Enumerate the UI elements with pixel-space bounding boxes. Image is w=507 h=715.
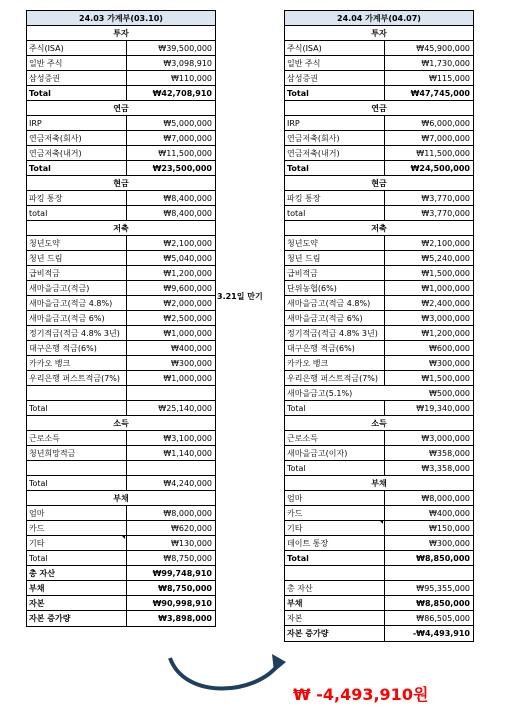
table-row: [285, 371, 473, 386]
row-label: 자본: [27, 596, 127, 610]
table-row: [27, 116, 215, 131]
section-header: [27, 491, 215, 506]
table-row: [27, 371, 215, 386]
row-label: 일반 주식: [27, 56, 127, 70]
section-header-label: 부채: [113, 494, 129, 503]
row-label: 카드: [27, 521, 127, 535]
row-label: 단위농협(6%): [285, 281, 385, 295]
table-row: [27, 311, 215, 326]
row-label: total: [27, 206, 127, 220]
table-row: [285, 206, 473, 221]
row-label: 데이트 통장: [285, 536, 385, 550]
table-row: [27, 536, 215, 551]
row-value: ₩9,600,000: [163, 284, 212, 293]
table-row: [27, 131, 215, 146]
row-value: ₩86,505,000: [416, 614, 470, 623]
table-row: [285, 446, 473, 461]
row-label: Total: [285, 551, 385, 565]
row-value: ₩1,500,000: [421, 374, 470, 383]
row-value: -₩4,493,910: [412, 629, 470, 638]
row-value: ₩2,000,000: [163, 299, 212, 308]
row-label: Total: [285, 401, 385, 415]
table-row: [27, 71, 215, 86]
table-row: [285, 326, 473, 341]
table-row: [27, 566, 215, 581]
section-header: [285, 476, 473, 491]
row-value: ₩3,100,000: [163, 434, 212, 443]
row-label: 새마을금고(이자): [285, 446, 385, 460]
row-label: IRP: [285, 116, 385, 130]
row-label: 부채: [285, 596, 385, 610]
maturity-note: 3.21일 만기: [217, 292, 263, 301]
row-label: 카카오 뱅크: [27, 356, 127, 370]
row-label: 카드: [285, 506, 385, 520]
row-label: 주식(ISA): [27, 41, 127, 55]
table-row: [285, 506, 473, 521]
row-value: ₩358,000: [429, 449, 470, 458]
sheet-rows: [27, 26, 215, 626]
table-row: [285, 521, 473, 536]
total-row: [27, 401, 215, 416]
row-value: ₩1,200,000: [163, 269, 212, 278]
section-header-label: 현금: [113, 179, 129, 188]
table-row: [285, 431, 473, 446]
row-value: ₩8,750,000: [163, 554, 212, 563]
row-value: ₩8,400,000: [163, 194, 212, 203]
row-label: 우리은행 퍼스트적금(7%): [285, 371, 385, 385]
row-value: ₩5,040,000: [163, 254, 212, 263]
total-row: [27, 86, 215, 101]
empty-row: [27, 386, 215, 401]
total-row: [27, 551, 215, 566]
total-row: [285, 461, 473, 476]
row-value: ₩300,000: [429, 539, 470, 548]
row-value: [127, 386, 215, 400]
section-header-label: 투자: [371, 29, 387, 38]
row-value: ₩1,000,000: [163, 374, 212, 383]
row-value: ₩1,730,000: [421, 59, 470, 68]
row-value: ₩4,240,000: [163, 479, 212, 488]
comment-marker-icon: [122, 536, 125, 539]
ledger-sheet-march: [26, 10, 216, 627]
row-value: ₩45,900,000: [416, 44, 470, 53]
row-value: ₩8,000,000: [421, 494, 470, 503]
row-value: ₩8,850,000: [416, 554, 470, 563]
table-row: [285, 281, 473, 296]
section-header: [27, 176, 215, 191]
table-row: [27, 431, 215, 446]
row-value: ₩2,100,000: [163, 239, 212, 248]
row-value: ₩3,358,000: [421, 464, 470, 473]
row-value: ₩5,240,000: [421, 254, 470, 263]
row-value: ₩1,000,000: [163, 329, 212, 338]
capital-change-value: ₩ -4,493,910원: [293, 685, 429, 704]
row-value: ₩2,400,000: [421, 299, 470, 308]
table-row: [27, 356, 215, 371]
table-row: [285, 251, 473, 266]
section-header: [285, 416, 473, 431]
comment-marker-icon: [380, 521, 383, 524]
row-value: ₩3,770,000: [421, 194, 470, 203]
row-value: ₩1,140,000: [163, 449, 212, 458]
row-value: ₩3,898,000: [158, 614, 212, 623]
row-label: IRP: [27, 116, 127, 130]
row-label: 청년희망적금: [27, 446, 127, 460]
row-label: 대구은행 적금(6%): [285, 341, 385, 355]
row-label: 급비적금: [285, 266, 385, 280]
row-label: 총 자산: [285, 581, 385, 595]
row-label: 청년 드림: [27, 251, 127, 265]
total-row: [285, 161, 473, 176]
section-header-label: 연금: [371, 104, 387, 113]
section-header-label: 부채: [371, 479, 387, 488]
section-header-label: 저축: [113, 224, 129, 233]
row-label: 삼성증권: [285, 71, 385, 85]
table-row: [27, 326, 215, 341]
row-value: ₩8,400,000: [163, 209, 212, 218]
row-value: ₩110,000: [171, 74, 212, 83]
sheet-rows: [285, 26, 473, 641]
curved-arrow-icon: [160, 640, 290, 700]
table-row: [27, 56, 215, 71]
sheet-title: [285, 11, 473, 26]
section-header-label: 현금: [371, 179, 387, 188]
section-header: [27, 26, 215, 41]
row-label: Total: [27, 161, 127, 175]
row-label: 자본 증가량: [285, 626, 385, 641]
row-value: ₩11,500,000: [158, 149, 212, 158]
row-value: ₩5,000,000: [163, 119, 212, 128]
table-row: [27, 446, 215, 461]
table-row: [27, 296, 215, 311]
row-label: 새마을금고(적금 6%): [27, 311, 127, 325]
row-value: ₩24,500,000: [410, 164, 470, 173]
row-label: 연금저축(내거): [27, 146, 127, 160]
row-label: 일반 주식: [285, 56, 385, 70]
row-value: ₩25,140,000: [158, 404, 212, 413]
section-header: [27, 101, 215, 116]
section-header-label: 저축: [371, 224, 387, 233]
row-label: 급비적금: [27, 266, 127, 280]
section-header: [285, 101, 473, 116]
row-value: ₩1,000,000: [421, 284, 470, 293]
table-row: [27, 146, 215, 161]
row-value: ₩300,000: [171, 359, 212, 368]
table-row: [27, 281, 215, 296]
section-header-label: 소득: [113, 419, 129, 428]
row-value: ₩115,000: [429, 74, 470, 83]
row-value: ₩600,000: [429, 344, 470, 353]
table-row: [285, 296, 473, 311]
row-value: ₩130,000: [171, 539, 212, 548]
row-label: 파킹 통장: [285, 191, 385, 205]
row-label: 기타: [285, 521, 385, 535]
row-label: 근로소득: [285, 431, 385, 445]
sheet-title-text: 24.03 가계부(03.10): [79, 14, 163, 23]
row-label: 새마을금고(적금 6%): [285, 311, 385, 325]
row-label: Total: [27, 86, 127, 100]
total-row: [285, 86, 473, 101]
row-value: ₩2,500,000: [163, 314, 212, 323]
row-label: 새마을금고(적금): [27, 281, 127, 295]
table-row: [27, 41, 215, 56]
row-label: 정기적금(적금 4.8% 3년): [27, 326, 127, 340]
total-row: [27, 161, 215, 176]
total-row: [27, 476, 215, 491]
row-value: ₩400,000: [429, 509, 470, 518]
table-row: [285, 116, 473, 131]
row-label: Total: [27, 551, 127, 565]
section-header: [285, 221, 473, 236]
row-value: ₩300,000: [429, 359, 470, 368]
row-label: 정기적금(적금 4.8% 3년): [285, 326, 385, 340]
row-value: ₩7,000,000: [163, 134, 212, 143]
table-row: [285, 536, 473, 551]
row-label: 부채: [27, 581, 127, 595]
row-value: ₩11,500,000: [416, 149, 470, 158]
table-row: [285, 266, 473, 281]
row-label: Total: [285, 461, 385, 475]
row-label: 우리은행 퍼스트적금(7%): [27, 371, 127, 385]
row-value: ₩90,998,910: [152, 599, 212, 608]
total-row: [285, 401, 473, 416]
row-label: 연금저축(내거): [285, 146, 385, 160]
row-label: 삼성증권: [27, 71, 127, 85]
table-row: [285, 236, 473, 251]
row-value: ₩3,098,910: [163, 59, 212, 68]
row-value: ₩620,000: [171, 524, 212, 533]
table-row: [285, 626, 473, 641]
row-label: 엄마: [27, 506, 127, 520]
table-row: [285, 356, 473, 371]
row-label: 카카오 뱅크: [285, 356, 385, 370]
sheet-title-text: 24.04 가계부(04.07): [337, 14, 421, 23]
table-row: [285, 341, 473, 356]
row-label: 총 자산: [27, 566, 127, 580]
row-value: ₩23,500,000: [152, 164, 212, 173]
table-row: [27, 611, 215, 626]
table-row: [27, 521, 215, 536]
table-row: [27, 341, 215, 356]
table-row: [27, 581, 215, 596]
section-header: [27, 416, 215, 431]
row-value: ₩3,770,000: [421, 209, 470, 218]
row-label: 기타: [27, 536, 127, 550]
row-label: [27, 386, 127, 400]
table-row: [27, 251, 215, 266]
table-row: [285, 131, 473, 146]
empty-row: [285, 566, 473, 581]
row-value: ₩47,745,000: [410, 89, 470, 98]
table-row: [285, 611, 473, 626]
row-value: ₩400,000: [171, 344, 212, 353]
row-label: 주식(ISA): [285, 41, 385, 55]
row-label: 청년 드림: [285, 251, 385, 265]
row-label: 청년도약: [285, 236, 385, 250]
row-label: 새마을금고(적금 4.8%): [285, 296, 385, 310]
row-value: ₩8,000,000: [163, 509, 212, 518]
table-row: [27, 236, 215, 251]
row-label: Total: [27, 401, 127, 415]
row-value: ₩39,500,000: [158, 44, 212, 53]
row-label: 자본 증가량: [27, 611, 127, 626]
row-label: 자본: [285, 611, 385, 625]
table-row: [285, 41, 473, 56]
row-label: 연금저축(회사): [285, 131, 385, 145]
row-label: 연금저축(회사): [27, 131, 127, 145]
row-value: ₩6,000,000: [421, 119, 470, 128]
table-row: [285, 596, 473, 611]
row-label: Total: [285, 86, 385, 100]
section-header-label: 소득: [371, 419, 387, 428]
sheet-title: [27, 11, 215, 26]
row-label: 대구은행 적금(6%): [27, 341, 127, 355]
total-row: [285, 551, 473, 566]
row-label: 엄마: [285, 491, 385, 505]
table-row: [27, 506, 215, 521]
row-value: [385, 566, 473, 580]
table-row: [27, 206, 215, 221]
row-value: ₩7,000,000: [421, 134, 470, 143]
row-label: Total: [285, 161, 385, 175]
row-value: ₩19,340,000: [416, 404, 470, 413]
row-value: ₩8,850,000: [416, 599, 470, 608]
row-value: ₩95,355,000: [416, 584, 470, 593]
row-label: 근로소득: [27, 431, 127, 445]
row-label: 청년도약: [27, 236, 127, 250]
row-label: Total: [27, 476, 127, 490]
empty-row: [27, 461, 215, 476]
row-value: ₩2,100,000: [421, 239, 470, 248]
section-header: [285, 176, 473, 191]
ledger-sheet-april: [284, 10, 474, 642]
row-label: 새마을금고(적금 4.8%): [27, 296, 127, 310]
row-value: ₩8,750,000: [158, 584, 212, 593]
row-value: [127, 461, 215, 475]
table-row: [285, 311, 473, 326]
row-value: ₩3,000,000: [421, 434, 470, 443]
row-label: [27, 461, 127, 475]
row-label: total: [285, 206, 385, 220]
row-value: ₩500,000: [429, 389, 470, 398]
row-value: ₩1,200,000: [421, 329, 470, 338]
table-row: [27, 191, 215, 206]
table-row: [285, 56, 473, 71]
row-label: 새마을금고(5.1%): [287, 389, 353, 398]
row-value: ₩150,000: [429, 524, 470, 533]
row-label: 파킹 통장: [27, 191, 127, 205]
table-row: [285, 71, 473, 86]
table-row: [285, 581, 473, 596]
section-header: [285, 26, 473, 41]
row-value: ₩3,000,000: [421, 314, 470, 323]
table-row: [285, 491, 473, 506]
table-row: [27, 266, 215, 281]
table-row: [285, 386, 473, 401]
row-value: ₩1,500,000: [421, 269, 470, 278]
row-value: ₩99,748,910: [152, 569, 212, 578]
section-header-label: 투자: [113, 29, 129, 38]
table-row: [27, 596, 215, 611]
table-row: [285, 146, 473, 161]
section-header-label: 연금: [113, 104, 129, 113]
table-row: [285, 191, 473, 206]
section-header: [27, 221, 215, 236]
row-value: ₩42,708,910: [152, 89, 212, 98]
row-label: [285, 566, 385, 580]
